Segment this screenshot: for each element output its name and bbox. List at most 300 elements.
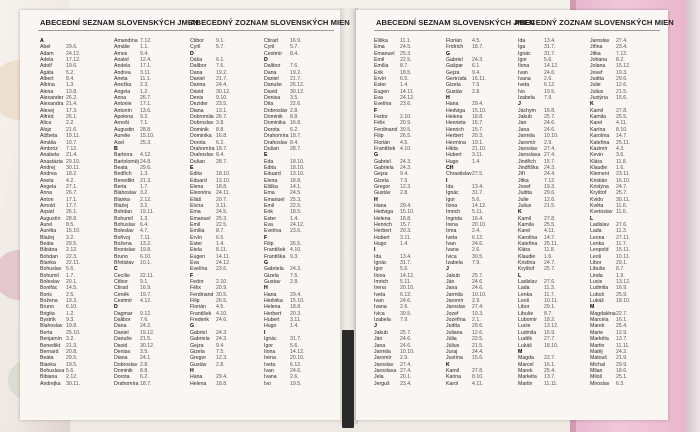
name-day-date: 9.10. [216,95,228,102]
name-day-date: 18.8. [290,304,302,311]
name-text: Kazimír [590,145,608,152]
name-day-date: 10.11. [616,253,631,260]
name-day-date: 3.2. [140,190,149,197]
name-text: Emanuel [190,215,211,222]
name-text: G [374,152,379,159]
name-day-date: 17.1. [66,196,78,203]
name-day-date: 27.4. [544,145,556,152]
name-day-date: 24.5. [216,209,228,216]
name-day-date: 24.8. [140,158,152,165]
name-text: Eva [264,221,273,228]
name-day-date: 24.12. [66,50,81,57]
name-text: Jaroslav [446,304,466,311]
name-day-date: 5.2. [66,69,75,76]
name-day-date: 18.10. [290,158,305,165]
name-text: Ivan [518,69,528,76]
name-text: Ferdinand [190,291,214,298]
name-text: Danuše [114,336,132,343]
name-day-date: 2.8. [140,361,149,368]
name-day-date: 13.2. [140,241,152,247]
name-text: Ladislav [518,279,538,286]
name-day-date: 27.4. [400,361,412,368]
name-day-date: 22.3. [66,253,78,260]
name-day-date: 13.7. [544,374,556,381]
name-text: F [190,272,194,279]
name-day-date: 8.2. [616,57,625,64]
name-text: Jaromír [446,298,464,305]
name-day-date: 26.1. [66,209,78,216]
name-text: Kateřina [518,241,538,247]
name-text: Eliška [264,183,278,190]
name-text: Bohuslava [40,367,65,374]
name-text: Cecílie [114,272,130,279]
name-text: Ctibor [114,279,128,286]
name-day-date: 6.1. [216,57,225,64]
name-day-date: 31.7. [544,44,556,51]
name-text: Marcel [518,361,534,368]
name-text: Emília [374,63,389,70]
name-column [374,38,416,387]
name-text: Martin [518,380,533,387]
name-text: Kristýna [590,183,609,190]
name-text: Herbert [446,133,464,140]
name-text: Erik [264,209,273,216]
name-day-date: 27.4. [544,152,556,159]
name-day-date: 9.1. [140,279,149,286]
name-text: Gabriela [374,164,394,171]
ribbon-bookmark[interactable] [342,330,354,428]
name-text: Axel [114,139,125,146]
name-day-date: 5.6. [472,196,481,203]
name-day-date: 24.6. [216,317,228,324]
name-day-date: 6.10. [66,304,78,311]
name-text: D [190,50,194,57]
name-text: Leona [590,234,605,241]
name-day-date: 10.11. [544,298,559,305]
name-text: Ester [264,215,277,222]
name-text: Diana [114,355,128,362]
right-header-rule [374,30,660,31]
name-day-date: 4.5. [216,304,225,311]
name-text: Ladislav [590,221,610,228]
name-day-date: 13.7. [616,336,628,343]
name-text: Kamila [518,221,534,228]
name-text: Ester [190,241,203,247]
name-day-date: 14.12. [472,202,487,209]
name-text: Ivo [264,380,271,387]
name-text: Antonín [114,107,132,114]
name-day-date: 2.8. [290,279,299,286]
name-day-date: 2.9. [472,298,481,305]
name-day-date: 21.5. [544,202,556,209]
name-text: Karolína [590,133,610,140]
name-day-date: 1.6. [544,253,553,260]
name-day-date: 18.10. [616,298,631,305]
name-day-date: 19.7. [140,291,152,298]
name-text: Amos [114,50,128,57]
name-day-date: 16.9. [140,285,152,292]
name-day-date: 22.11. [140,272,155,279]
name-day-date: 24.6. [544,120,556,127]
name-text: J [374,323,377,330]
name-day-date: 11.6. [616,209,628,216]
name-day-date: 5.6. [400,266,409,273]
name-text: Drahoslav [264,139,288,146]
name-text: Karolína [518,234,538,241]
name-text: Hubert [374,234,390,241]
name-text: Dana [264,69,277,76]
name-text: Jana [518,126,530,133]
name-day-date: 19.2. [290,69,302,76]
name-day-date: 18.7. [216,145,228,152]
name-day-date: 24.6. [290,367,302,374]
name-day-date: 17.1. [140,101,152,108]
name-day-date: 9.4. [472,69,481,76]
name-text: Lubomír [518,317,538,324]
name-day-date: 16.1. [616,317,628,324]
name-text: Kristián [590,177,608,184]
name-text: Helena [190,380,207,387]
name-text: Filip [190,298,200,305]
name-day-date: 27.6. [544,279,556,286]
name-day-date: 2.6. [544,76,553,83]
name-text: Ctibor [190,38,204,44]
name-text: Eugen [374,88,390,95]
name-text: Drahoslav [190,152,214,159]
name-text: Dušan [190,158,205,165]
name-day-date: 2.8. [400,190,409,197]
name-text: Ludmila [518,329,537,336]
name-text: Félix [374,120,385,127]
name-text: Gejza [374,171,388,178]
name-text: Gejza [446,69,460,76]
name-text: Ilona [446,202,458,209]
name-text: Iveta [446,234,458,241]
name-day-date: 29.9. [616,361,628,368]
name-text: Dezider [190,101,208,108]
name-day-date: 7.9. [544,95,553,102]
name-text: Dagmar [114,310,133,317]
name-day-date: 5.6. [544,57,553,64]
name-text: Josef [590,69,603,76]
name-text: Emil [264,202,275,209]
name-day-date: 4.12. [140,152,152,159]
name-day-date: 2.1. [472,317,481,324]
name-text: Beáta [40,355,54,362]
name-column [590,38,632,387]
name-text: Hana [264,291,277,298]
name-text: Hana [374,202,387,209]
name-text: Luboš [590,291,605,298]
name-text: Karína [590,126,606,133]
name-day-date: 13.4. [472,183,484,190]
name-day-date: 20.3. [400,228,412,235]
name-text: Drahomíra [114,380,139,387]
name-day-date: 1.7. [66,272,75,279]
name-day-date: 22.7. [616,310,628,317]
name-day-date: 21.4. [66,152,78,159]
name-text: Bruno [40,304,54,311]
name-text: E [190,164,194,171]
name-text: Ján [446,279,455,286]
name-text: Klement [590,171,610,178]
name-day-date: 2.12. [140,196,152,203]
name-text: Gizela [264,272,279,279]
name-text: Anabela [40,152,60,159]
name-text: Ján [374,336,383,343]
name-text: Agáta [40,69,54,76]
name-day-date: 20.10. [472,221,487,228]
name-text: Elvíra [190,202,204,209]
name-text: Hilda [446,145,458,152]
name-text: Dobroslav [114,361,138,368]
name-text: Čestmír [264,50,283,57]
name-text: Andrea [114,69,131,76]
name-day-date: 7.5. [290,272,299,279]
name-day-date: 25.5. [616,114,628,121]
name-text: Lada [518,285,530,292]
name-day-date: 24.5. [290,190,302,197]
name-day-date: 1.6. [616,164,625,171]
name-day-date: 30.12. [216,88,231,95]
name-text: Milan [590,367,603,374]
name-day-date: 16.4. [472,215,484,222]
name-text: Květa [590,202,604,209]
name-text: Magdaléna [590,310,616,317]
name-text: Klaudie [590,164,608,171]
name-text: Ilona [518,63,530,70]
name-day-date: 8.5. [66,221,75,228]
name-text: Angela [40,183,57,190]
name-text: Hana [446,101,459,108]
name-text: David [114,342,128,349]
name-day-date: 7.12. [140,38,152,44]
name-text: Linda [590,272,603,279]
name-day-date: 27.11. [616,234,631,241]
name-day-date: 19.11. [140,209,155,216]
name-day-date: 12.3. [400,183,412,190]
name-text: Ema [190,209,201,216]
name-text: Alexej [40,107,55,114]
name-day-date: 11.3. [616,228,628,235]
name-day-date: 25.3. [140,139,152,146]
name-day-date: 12.9. [616,329,628,336]
name-day-date: 6.2. [140,374,149,381]
name-day-date: 30.11. [66,380,81,387]
name-text: Ignác [264,336,277,343]
name-day-date: 25.7. [400,329,412,336]
name-day-date: 20.9. [216,285,228,292]
name-text: M [590,304,595,311]
name-day-date: 20.8. [66,348,78,355]
name-day-date: 19.1. [472,139,484,146]
name-day-date: 25.3. [290,196,302,203]
name-day-date: 24.3. [544,164,556,171]
name-text: Dalibor [190,63,207,70]
name-text: Jela [374,374,384,381]
name-day-date: 2.8. [290,107,299,114]
name-text: Elena [264,177,278,184]
name-day-date: 21.7. [290,76,302,83]
name-text: Brigita [40,310,55,317]
name-text: Gregor [190,355,207,362]
name-text: Gabriela [190,336,210,343]
name-day-date: 25.11. [544,241,559,247]
name-day-date: 9.4. [140,50,149,57]
name-day-date: 21.3. [140,177,152,184]
name-text: Andrej [40,164,55,171]
name-text: Arpád [40,209,54,216]
name-day-date: 3.2. [66,336,75,343]
name-day-date: 9.3. [66,317,75,324]
name-day-date: 24.6. [472,241,484,247]
name-day-date: 20.1. [66,279,78,286]
name-text: Gustav [264,279,281,286]
name-text: Denis [190,95,204,102]
name-text: Igor [446,196,455,203]
name-entry [446,381,488,387]
name-day-date: 11.7. [616,241,628,247]
name-text: Aurélia [40,228,57,235]
name-day-date: 25.7. [544,114,556,121]
name-text: Július [446,342,460,349]
name-day-date: 14.11. [400,88,415,95]
name-text: Jakub [374,329,388,336]
name-text: Ábel [40,44,51,51]
name-day-date: 22.5. [472,336,484,343]
name-day-date: 6.4. [140,221,149,228]
name-text: Frederik [190,317,210,324]
name-text: Benjamín [40,336,62,343]
name-text: Lukáš [518,342,532,349]
name-text: Leopold [590,247,609,254]
name-text: Eva [374,95,383,102]
name-day-date: 5.11. [472,209,484,216]
name-text: Johana [590,57,608,64]
name-day-date: 16.9. [616,285,628,292]
name-day-date: 30.12. [140,342,155,349]
name-day-date: 25.4. [616,323,628,330]
name-text: Danuše [264,82,282,89]
name-text: Iveta [518,82,530,89]
name-day-date: 9.4. [216,342,225,349]
name-day-date: 29.6. [472,323,484,330]
name-day-date: 7.5. [472,82,481,89]
name-text: Eduard [264,171,281,178]
name-day-date: 16.9. [544,329,556,336]
name-text: Alexandra [40,101,64,108]
name-text: Jan [518,120,527,127]
name-day-date: 25.10. [66,329,81,336]
name-day-date: 12.6. [544,196,556,203]
name-day-date: 11.1. [140,76,152,83]
name-text: Alžbeta [40,133,58,140]
left-header-rule [38,30,334,31]
name-day-date: 23.4. [616,44,628,51]
name-day-date: 30.5. [472,253,484,260]
name-text: Jakub [446,272,460,279]
name-day-date: 24.12. [290,221,305,228]
name-text: Bohumil [114,215,133,222]
name-day-date: 26.12. [290,82,305,89]
left-page-header-slovak: ABECEDNÝ ZOZNAM SLOVENSKÝCH MIEN [190,18,350,27]
name-text: Gizela [446,82,461,89]
name-text: Florián [446,38,462,44]
name-day-date: 16.8. [216,133,228,140]
name-text: Bartoloměj [114,158,139,165]
name-day-date: 18.2. [544,317,556,324]
name-day-date: 19.6. [66,63,78,70]
name-text: Dobroslav [190,120,214,127]
name-day-date: 28.8. [140,126,152,133]
name-text: Apolena [114,114,134,121]
name-text: Jindřiška [518,164,539,171]
name-day-date: 12.6. [616,82,628,89]
name-text: Arnold [40,202,55,209]
name-text: Emília [190,228,205,235]
name-day-date: 2.6. [400,304,409,311]
name-day-date: 24.6. [544,69,556,76]
name-day-date: 2.8. [216,361,225,368]
name-day-date: 23.6. [216,266,228,273]
name-text: Dalibor [264,63,281,70]
name-text: Arnošt [114,120,129,127]
name-day-date: 25.5. [544,221,556,228]
name-day-date: 1.4. [290,323,299,330]
name-day-date: 4.7. [140,228,149,235]
name-text: Bruno [114,253,128,260]
name-text: Daniel [190,76,205,83]
name-text: Anna [114,95,127,102]
name-column [40,38,82,387]
name-text: Martin [590,342,605,349]
name-day-date: 3.2. [140,202,149,209]
name-day-date: 24.3. [216,329,228,336]
name-text: Bohdan [40,253,58,260]
name-text: Adolf [40,63,52,70]
name-text: Emanuel [264,196,285,203]
name-text: Filip [264,241,274,247]
name-day-date: 27.7. [544,336,556,343]
name-day-date: 26.1. [66,114,78,121]
name-text: Judita [518,190,532,197]
name-day-date: 29.6. [140,164,152,171]
name-text: Ivana [446,247,459,254]
name-day-date: 7.6. [216,63,225,70]
name-text: Jana [374,342,386,349]
name-text: Ilona [264,348,276,355]
name-day-date: 27.8. [472,367,484,374]
name-day-date: 8.7. [400,63,409,70]
name-day-date: 23.5. [216,101,228,108]
name-day-date: 20.10. [400,285,415,292]
name-text: David [264,88,278,95]
name-day-date: 14.7. [616,133,628,140]
name-day-date: 30.5. [400,126,412,133]
name-text: Eduard [190,177,207,184]
name-text: Etela [190,247,202,254]
name-day-date: 1.2. [66,310,75,317]
cover-edge-right [686,0,700,432]
name-day-date: 15.6. [472,355,484,362]
name-text: Gustáv [190,361,207,368]
name-day-date: 24.3. [216,336,228,343]
name-text: M [518,348,523,355]
name-text: Gustáv [374,190,391,197]
name-text: Lukáš [590,298,604,305]
name-text: Jarmila [446,291,463,298]
name-day-date: 19.5. [544,88,556,95]
